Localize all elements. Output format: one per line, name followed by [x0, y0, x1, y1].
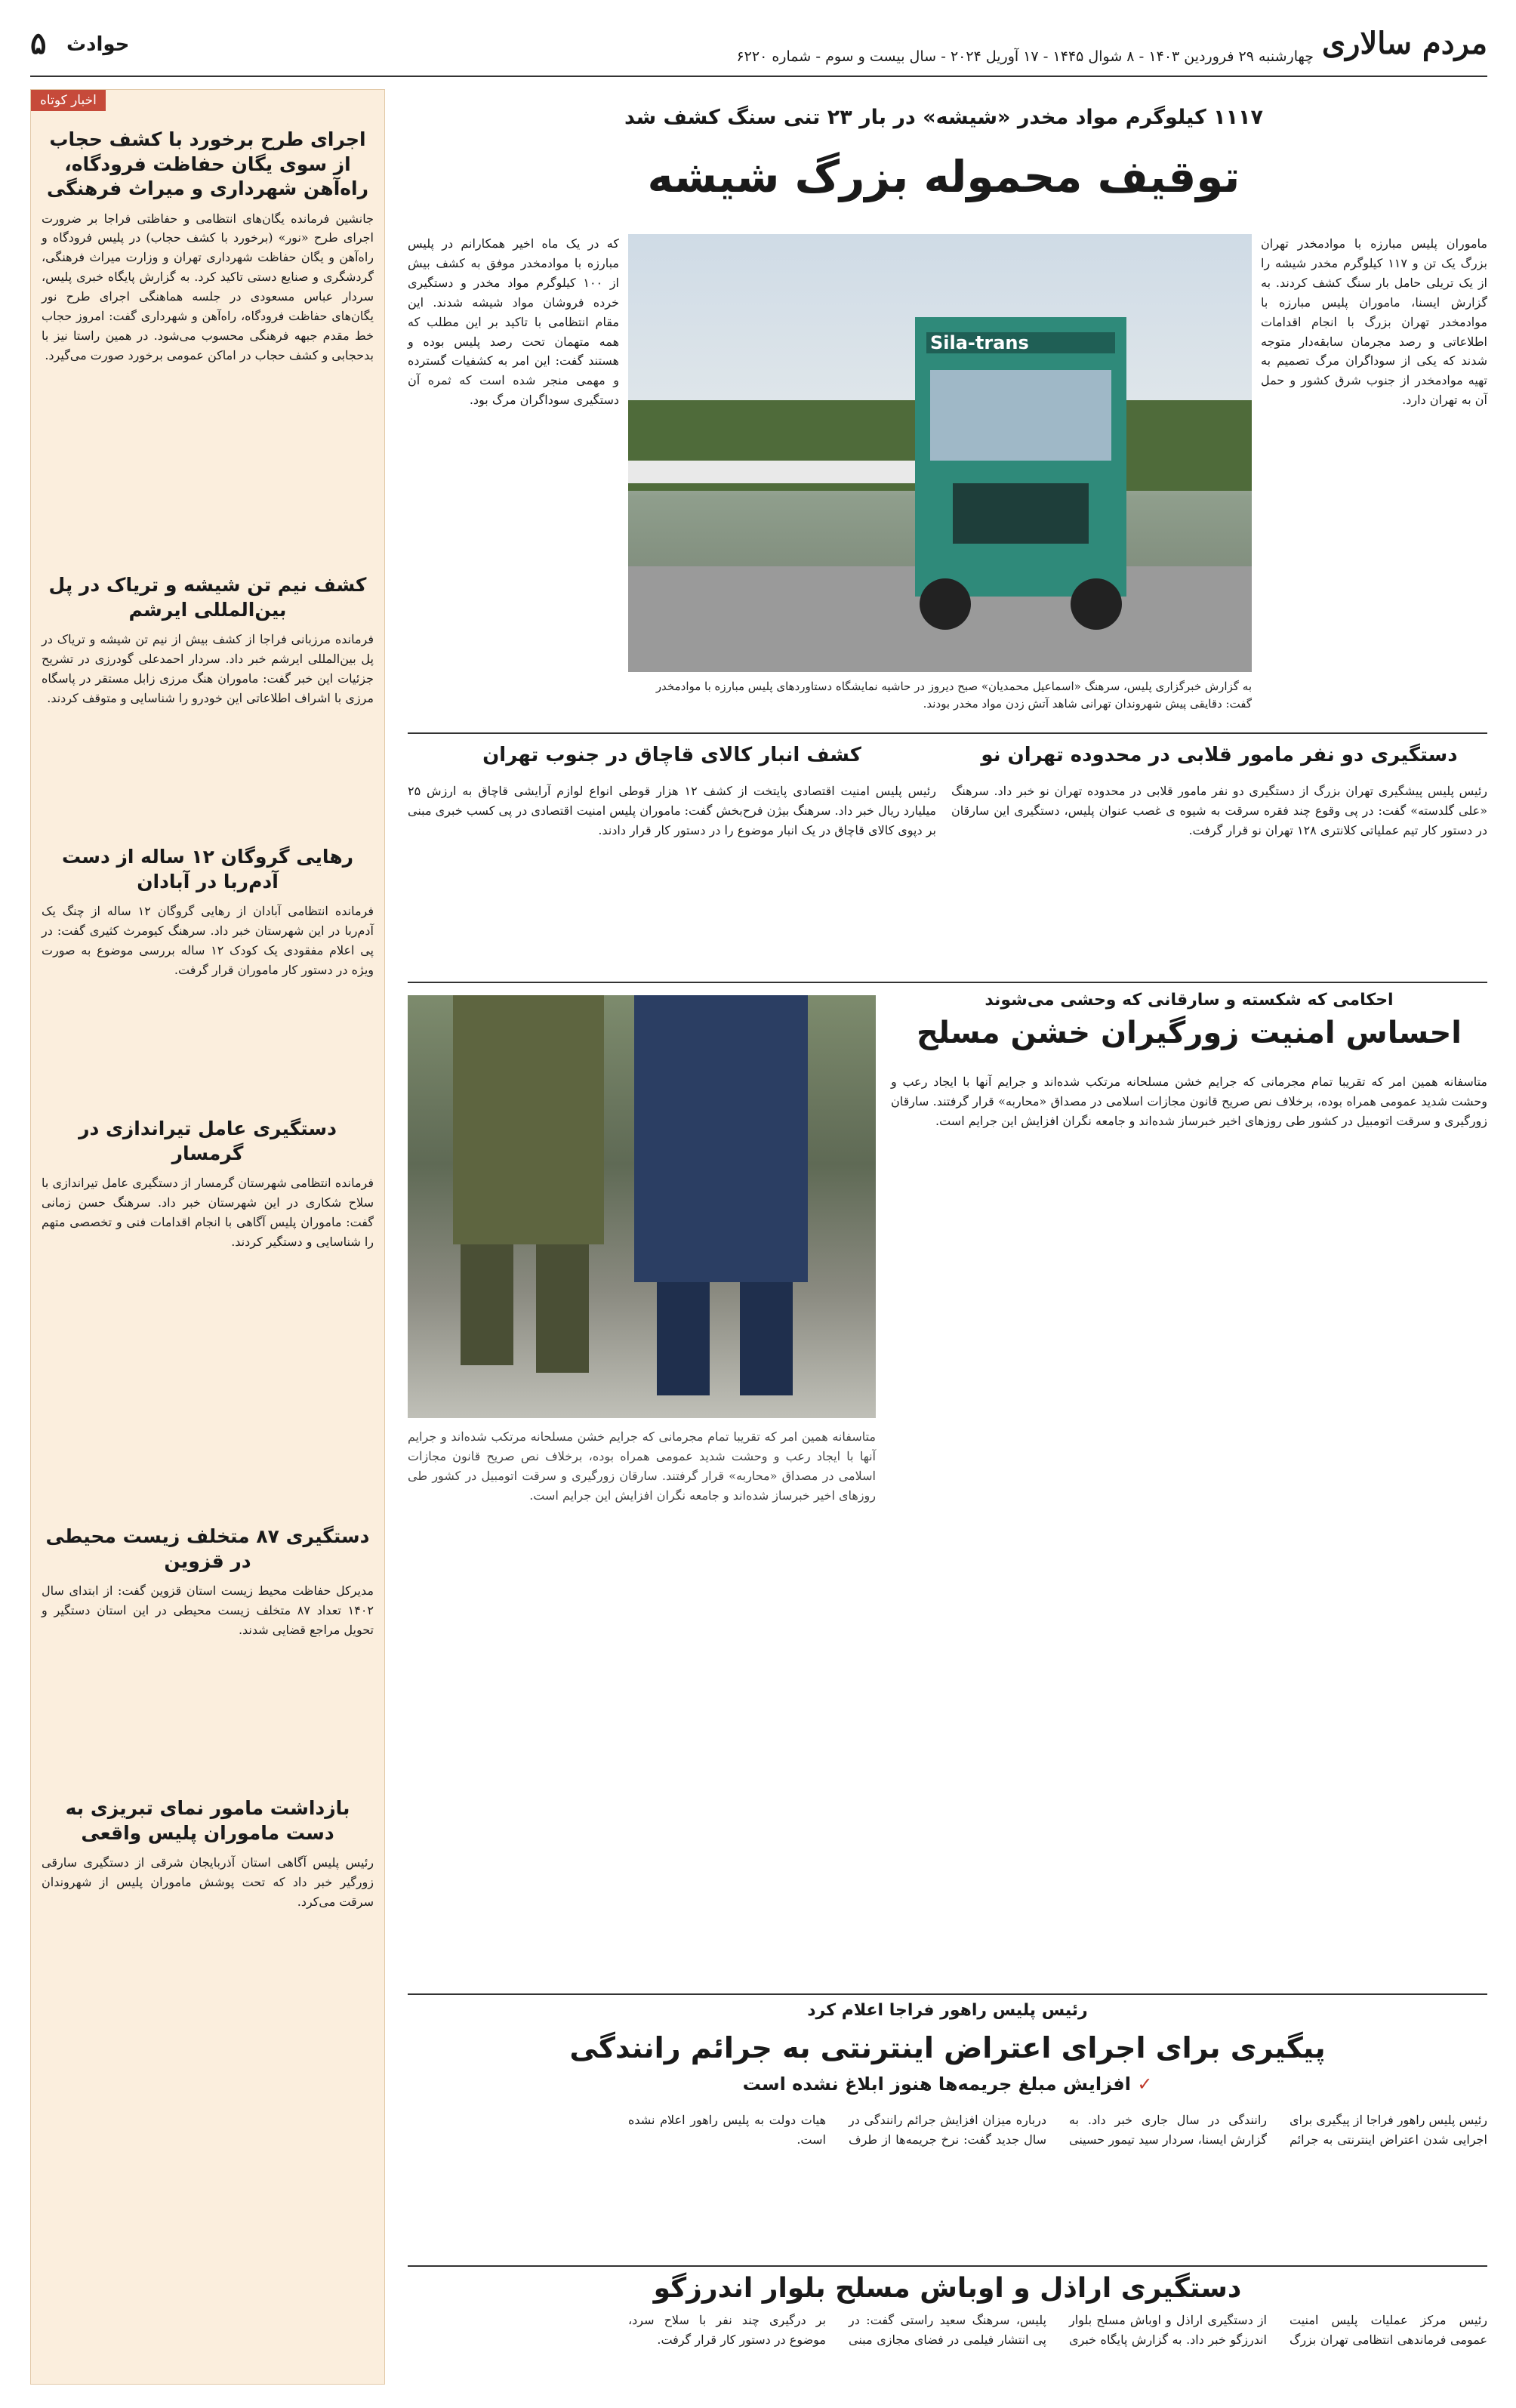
news-brief-sidebar — [30, 89, 385, 2385]
brief-title: دستگیری ۸۷ متخلف زیست محیطی در قزوین — [45, 1525, 370, 1572]
lead-body-left: که در یک ماه اخیر همکارانم در پلیس مبارزه با موادمخدر موفق به کشف بیش از ۱۰۰ کیلوگرم مواد مخدر و دستگیری خرده فروشان مواد شیشه شدند. این مقام انتظامی با تاکید بر این مطلب که همه متهمان تحت رصد پلیس بوده و هستند گفت: این امر به کشفیات گسترده و مهمی منجر شده است که ثمره آن دستگیری سوداگران مرگ بود. — [408, 236, 619, 408]
divider — [408, 2265, 1487, 2267]
brief-story — [42, 128, 374, 365]
story-zoor-photo — [408, 995, 876, 1418]
story-arazel-title: دستگیری اراذل و اوباش مسلح بلوار اندرزگو — [653, 2273, 1242, 2304]
newspaper-logo: مردم سالاری — [1321, 26, 1487, 61]
truck-illustration — [628, 234, 1252, 672]
check-icon: ✓ — [1137, 2073, 1153, 2095]
lead-body-right: ماموران پلیس مبارزه با موادمخدر تهران بزرگ یک تن و ۱۱۷ کیلوگرم مخدر شیشه را از یک تریلی حامل بار سنگ کشف کردند. به گزارش ایسنا، ماموران پلیس مبارزه با موادمخدر تهران بزرگ با انجام اقدامات اطلاعاتی و رصد مجرمان سابقه‌دار متوجه شدند که یکی از سوداگران مرگ تصمیم به تهیه موادمخدر از جنوب شرق کشور و حمل آن به تهران دارد. — [1261, 236, 1487, 408]
subtitle-text: افزایش مبلغ جریمه‌ها هنوز ابلاغ نشده است — [742, 2073, 1131, 2095]
brief-body: فرمانده انتظامی آبادان از رهایی گروگان ۱۲ ساله از چنگ یک آدم‌ربا در این شهرستان خبر داد. سرهنگ کیومرث کثیری گفت: در پی اعلام مفقودی یک کودک ۱۲ ساله بررسی موضوع به صورت ویژه در دستور کار ماموران قرار گرفت. — [42, 904, 374, 977]
section-title: حوادث — [66, 33, 130, 56]
brief-title: اجرای طرح برخورد با کشف حجاب از سوی یگان حفاظت فرودگاه، راه‌آهن شهرداری و میراث فرهنگی — [46, 128, 369, 199]
suspects-illustration — [408, 995, 876, 1418]
story-internet-body: رئیس پلیس راهور فراجا از پیگیری برای اجرایی شدن اعتراض اینترنتی به جرائم رانندگی در سال جاری خبر داد. به گزارش ایسنا، سردار سید تیمور حسینی درباره میزان افزایش جرائم رانندگی در سال جدید گفت: نرخ جریمه‌ها از طرف هیات دولت به پلیس راهور اعلام نشده است. — [628, 2113, 1487, 2147]
divider — [408, 982, 1487, 983]
brief-story — [42, 1525, 374, 1640]
brief-body: مدیرکل حفاظت محیط زیست استان قزوین گفت: از ابتدای سال ۱۴۰۲ تعداد ۸۷ متخلف زیست محیطی در این استان دستگیر و تحویل مراجع قضایی شدند. — [42, 1583, 374, 1637]
story-zoor-body-cont: متاسفانه همین امر که تقریبا تمام مجرمانی که جرایم خشن مسلحانه مرتکب شده‌اند و جرایم آنها با ایجاد رعب و وحشت شدید عمومی همراه بوده، برخلاف نص صریح قانون مجازات اسلامی در مصداق «محاربه» قرار گرفتند. سارقان زورگیری و سرقت اتومبیل در کشور طی روزهای اخیر خبرساز شده‌اند و جامعه نگران افزایش این جرایم است. — [408, 1429, 877, 1503]
lead-headline: توقیف محموله بزرگ شیشه — [647, 151, 1240, 202]
story-arazel-body: رئیس مرکز عملیات پلیس امنیت عمومی فرماندهی انتظامی تهران بزرگ از دستگیری اراذل و اوباش مسلح بلوار اندرزگو خبر داد. به گزارش پایگاه خبری پلیس، سرهنگ سعید راستی گفت: در پی انتشار فیلمی در فضای مجازی مبنی بر درگیری چند نفر با سلاح سرد، موضوع در دستور کار قرار گرفت. — [628, 2313, 1487, 2347]
masthead — [30, 23, 1487, 77]
truck-label: Sila-trans — [930, 332, 1029, 353]
story-kala-title: کشف انبار کالای قاچاق در جنوب تهران — [482, 744, 861, 766]
story-zoor-body: متاسفانه همین امر که تقریبا تمام مجرمانی که جرایم خشن مسلحانه مرتکب شده‌اند و جرایم آنها با ایجاد رعب و وحشت شدید عمومی همراه بوده، برخلاف نص صریح قانون مجازات اسلامی در مصداق «محاربه» قرار گرفتند. سارقان زورگیری و سرقت اتومبیل در کشور طی روزهای اخیر خبرساز شده‌اند و جامعه نگران افزایش این جرایم است. — [891, 1075, 1487, 1128]
divider — [408, 1993, 1487, 1995]
story-kala-body: رئیس پلیس امنیت اقتصادی پایتخت از کشف ۱۲ هزار قوطی انواع لوازم آرایشی قاچاق به ارزش ۲۵ میلیارد ریال خبر داد. سرهنگ بیژن فرح‌بخش گفت: ماموران پلیس امنیت اقتصادی در پی کسب خبری مبنی بر دپوی کالای قاچاق در یک انبار موضوع را در دستور کار قرار دادند. — [408, 784, 936, 837]
lead-headline-wrap — [400, 151, 1487, 219]
brief-body: رئیس پلیس آگاهی استان آذربایجان شرقی از دستگیری سارقی زورگیر خبر داد که تحت پوشش ماموران پلیس از شهروندان سرقت می‌کرد. — [42, 1855, 374, 1909]
story-zoor-kicker: احکامی که شکسته و سارقانی که وحشی می‌شوند — [984, 991, 1394, 1010]
story-tehran-no-title: دستگیری دو نفر مامور قلابی در محدوده تهران نو — [981, 744, 1458, 766]
story-internet-kicker: رئیس پلیس راهور فراجا اعلام کرد — [807, 2001, 1088, 2020]
brief-title: رهایی گروگان ۱۲ ساله از دست آدم‌ربا در آبادان — [61, 846, 354, 893]
brief-story — [42, 845, 374, 980]
page-number: ۵ — [30, 26, 47, 61]
brief-title: بازداشت مامور نمای تبریزی به دست ماموران پلیس واقعی — [65, 1797, 350, 1844]
story-internet-title: پیگیری برای اجرای اعتراض اینترنتی به جرائم رانندگی — [569, 2031, 1326, 2064]
brief-title: کشف نیم تن شیشه و تریاک در پل بین‌المللی ایرشم — [48, 574, 367, 621]
brief-body: فرمانده انتظامی شهرستان گرمسار از دستگیری عامل تیراندازی با سلاح شکاری در این شهرستان خبر داد. سرهنگ حسن زمانی گفت: ماموران پلیس آگاهی با انجام اقدامات فنی و تخصصی متهم را شناسایی و دستگیر کردند. — [42, 1176, 374, 1249]
brief-story — [42, 1796, 374, 1912]
brief-title: دستگیری عامل تیراندازی در گرمسار — [79, 1118, 337, 1164]
lead-kicker: ۱۱۱۷ کیلوگرم مواد مخدر «شیشه» در بار ۲۳ تنی سنگ کشف شد — [624, 106, 1264, 129]
brief-body: فرمانده مرزبانی فراجا از کشف بیش از نیم تن شیشه و تریاک در پل بین‌المللی ایرشم خبر داد. سردار احمدعلی گودرزی در تشریح جزئیات این خبر گفت: ماموران هنگ مرزی زابل مستقر در پاسگاه مرزی با اشراف اطلاعاتی این خودرو را شناسایی و متوقف کردند. — [42, 632, 374, 705]
story-internet-subtitle — [408, 2073, 1487, 2095]
story-zoor-title: احساس امنیت زورگیران خشن مسلح — [916, 1016, 1462, 1050]
lead-caption: به گزارش خبرگزاری پلیس، سرهنگ «اسماعیل محمدیان» صبح دیروز در حاشیه نمایشگاه دستاوردهای پلیس مبارزه با موادمخدر گفت: دقایقی پیش شهروندان تهرانی شاهد آتش زدن مواد مخدر بودند. — [655, 680, 1252, 711]
brief-story — [42, 573, 374, 708]
divider — [408, 732, 1487, 734]
brief-story — [42, 1117, 374, 1252]
dateline: چهارشنبه ۲۹ فروردین ۱۴۰۳ - ۸ شوال ۱۴۴۵ - ۱۷ آوریل ۲۰۲۴ - سال بیست و سوم - شماره ۶۲۲۰ — [736, 48, 1314, 65]
brief-body: جانشین فرمانده یگان‌های انتظامی و حفاظتی فراجا بر ضرورت اجرای طرح «نور» (برخورد با کشف حجاب) در پلیس فرودگاه و راه‌آهن و یگان حفاظت شهرداری تهران و وزارت میراث فرهنگی، گردشگری و صنایع دستی تاکید کرد. به گزارش پایگاه خبری پلیس، سردار عباس مسعودی در جلسه هماهنگی اجرای طرح نور یگان‌های حفاظت فرودگاه، راه‌آهن و شهرداری گفت: امروز حجاب خط مقدم جبهه فرهنگی محسوب می‌شود. در همین راستا نیز با بدحجابی و کشف حجاب در اماکن عمومی برخورد صورت می‌گیرد. — [42, 211, 374, 362]
lead-kicker-wrap — [400, 106, 1487, 151]
sidebar-tag: اخبار کوتاه — [31, 90, 106, 111]
story-tehran-no-body: رئیس پلیس پیشگیری تهران بزرگ از دستگیری دو نفر مامور قلابی در محدوده تهران نو خبر داد. سرهنگ «علی گلدسته» گفت: در پی وقوع چند فقره سرقت به شیوه ی غصب عنوان پلیس، دستگیری این سارقان در دستور کار تیم عملیاتی کلانتری ۱۲۸ تهران نو قرار گرفت. — [951, 784, 1488, 837]
lead-photo — [628, 234, 1252, 672]
